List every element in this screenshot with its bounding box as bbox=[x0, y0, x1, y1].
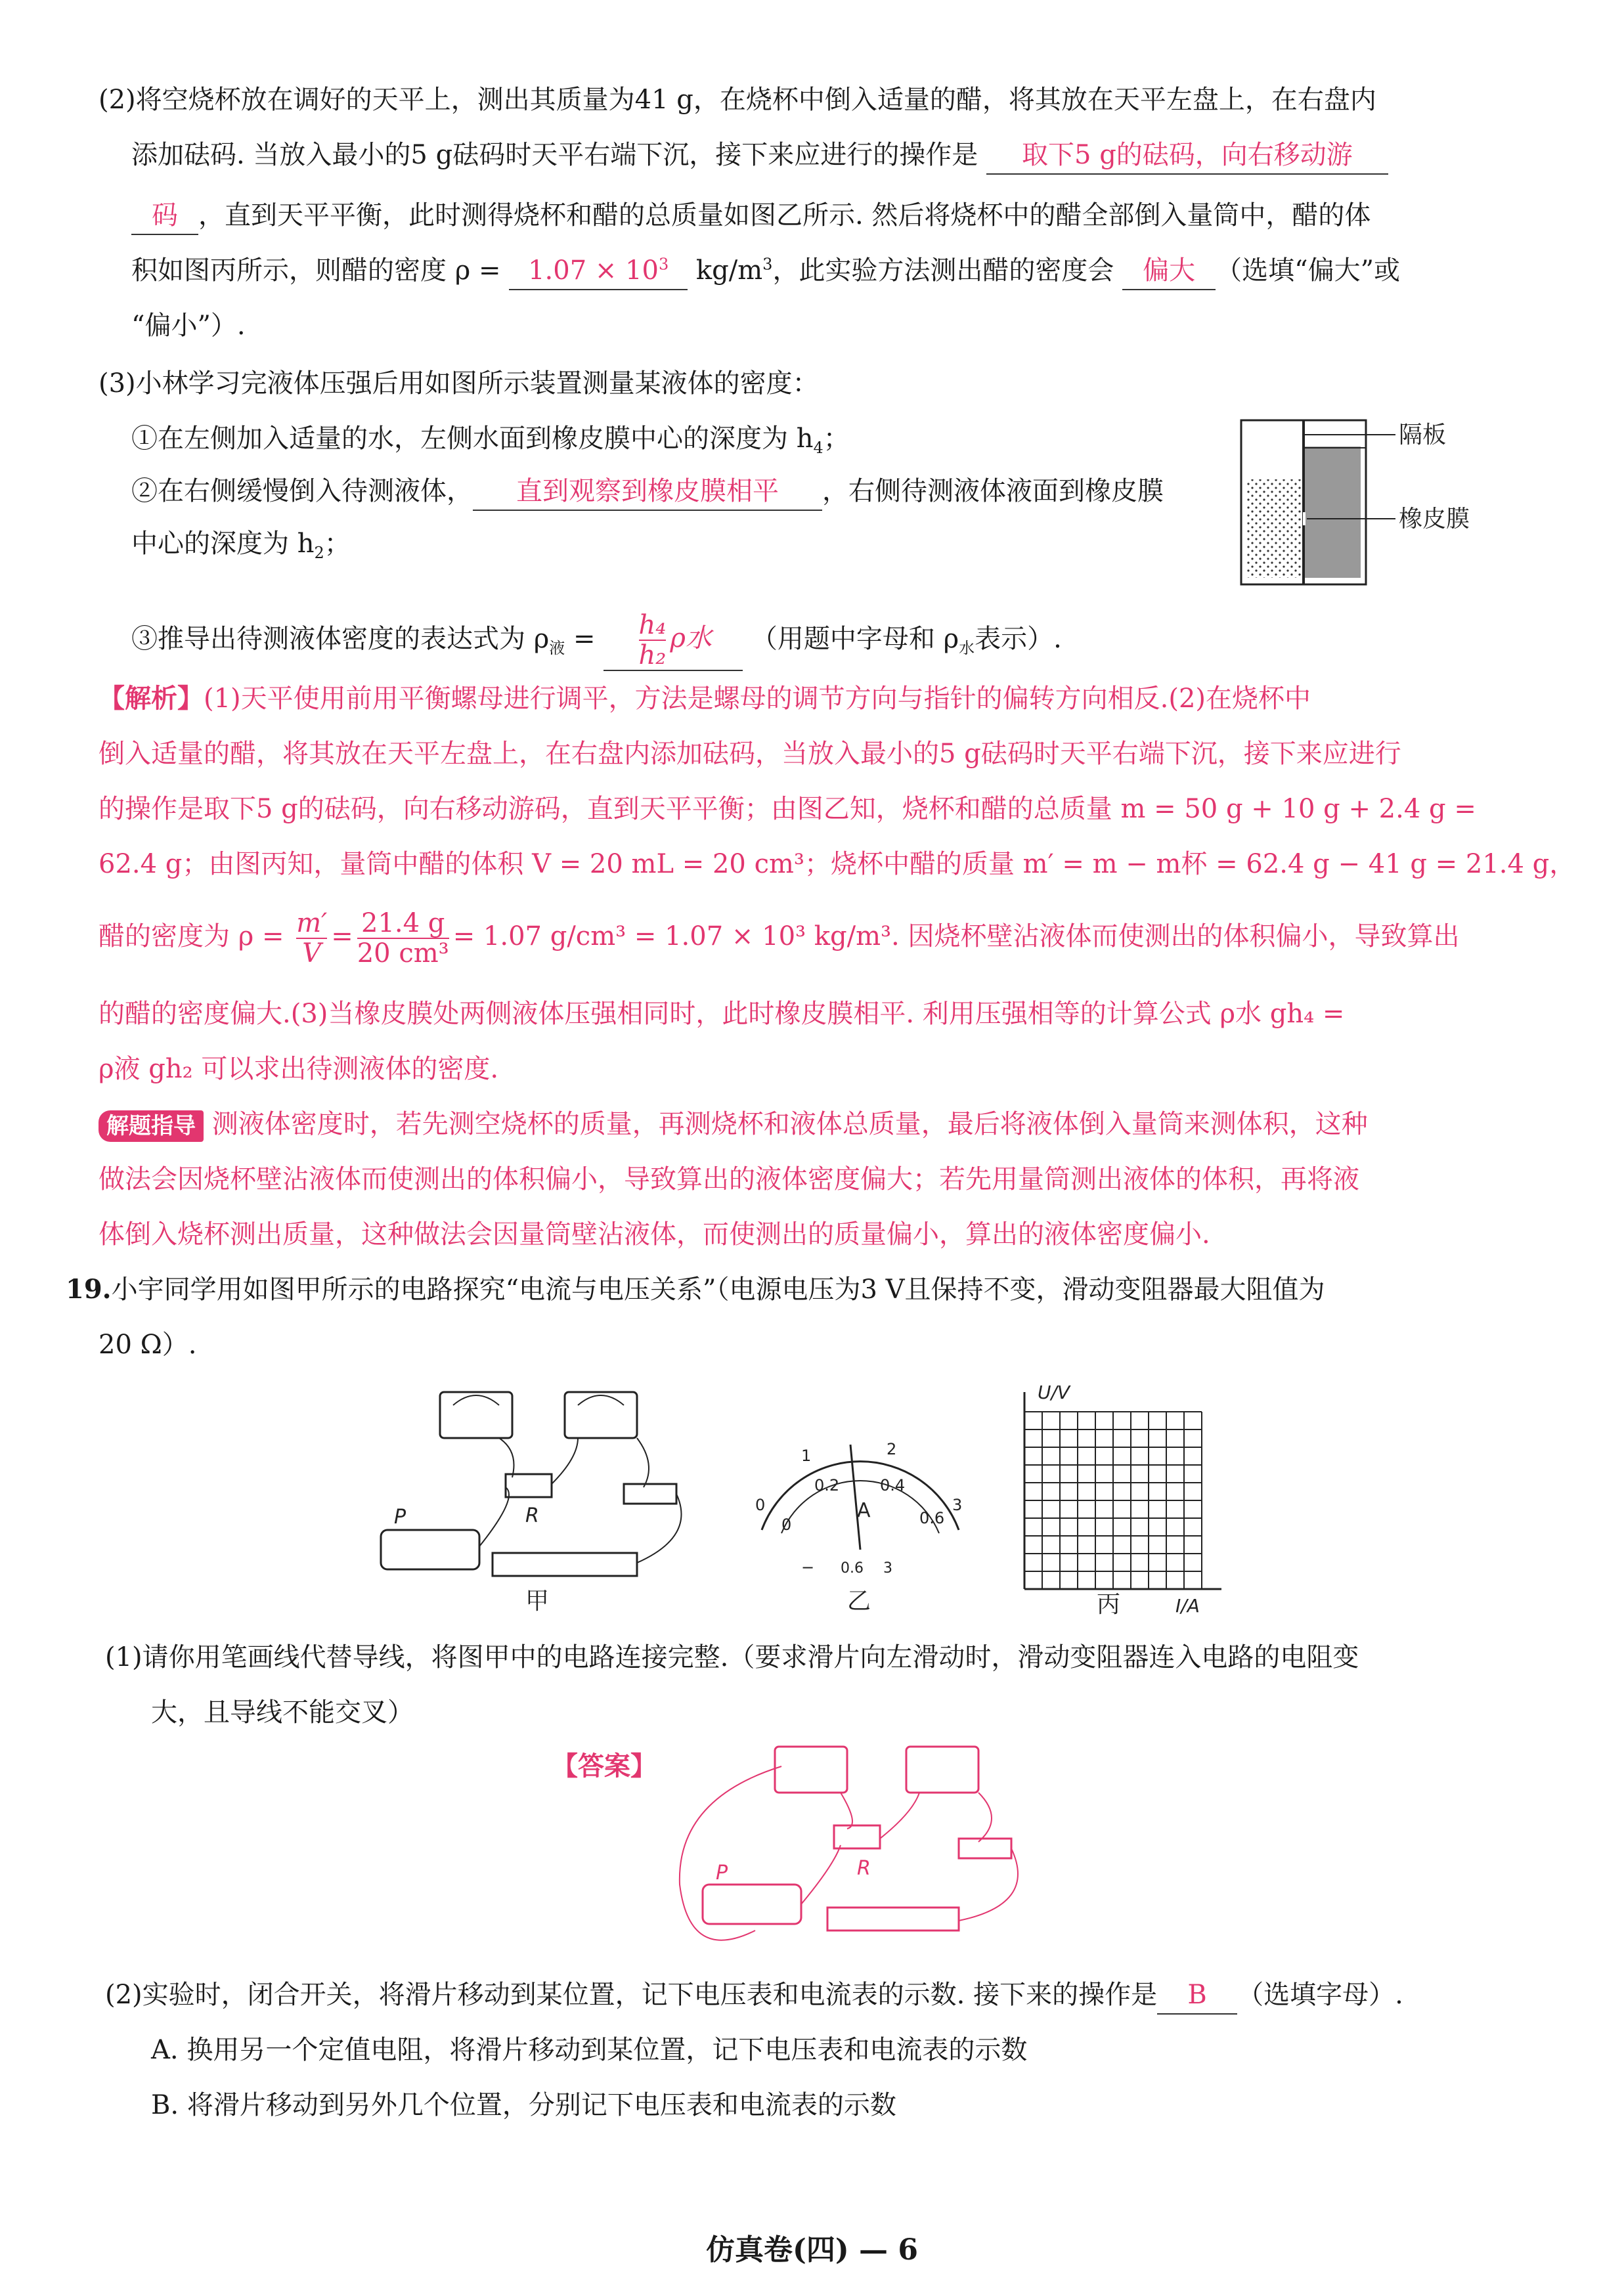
q3-step1-sub: 4 bbox=[813, 439, 823, 457]
fraction-num: h₄ bbox=[638, 610, 667, 640]
graph-figure-bing bbox=[1005, 1379, 1235, 1615]
ammeter-body bbox=[565, 1392, 637, 1438]
tick-3: 3 bbox=[952, 1496, 963, 1514]
q2-line4-mid: ，此实验方法测出醋的密度会 bbox=[772, 255, 1114, 286]
analysis-line6: 的醋的密度偏大.(3)当橡皮膜处两侧液体压强相同时，此时橡皮膜相平. 利用压强相等的计算公式 ρ水 gh₄ = bbox=[99, 999, 1345, 1029]
q3-step3-text: ③推导出待测液体密度的表达式为 ρ bbox=[131, 624, 550, 654]
graph-y-label: U/V bbox=[1038, 1382, 1070, 1403]
switch bbox=[624, 1484, 676, 1504]
q19-part2-end: （选填字母）. bbox=[1237, 1980, 1403, 2010]
answer-blank-4: 直到观察到橡皮膜相平 bbox=[473, 473, 822, 511]
q19-part2 bbox=[105, 1976, 1403, 2015]
q2-line2-text: 添加砝码. 当放入最小的5 g砝码时天平右端下沉，接下来应进行的操作是 bbox=[131, 140, 978, 170]
q3-step2-end: ，右侧待测液体液面到橡皮膜 bbox=[822, 476, 1164, 506]
label-partition: 隔板 bbox=[1399, 422, 1447, 448]
caption-jia: 甲 bbox=[525, 1588, 550, 1615]
answer-blank-3: 偏大 bbox=[1122, 252, 1216, 290]
q2-line2 bbox=[131, 137, 1388, 175]
guide-line1-text: 测液体密度时，若先测空烧杯的质量，再测烧杯和液体总质量，最后将液体倒入量筒来测体积，这种 bbox=[211, 1109, 1368, 1139]
answer-blank-1a: 取下5 g的砝码，向右移动游 bbox=[986, 137, 1388, 175]
water-left bbox=[1246, 479, 1303, 578]
label-R: R bbox=[525, 1504, 539, 1527]
guide-tag: 解题指导 bbox=[99, 1110, 204, 1142]
container-diagram bbox=[1235, 407, 1510, 598]
answer-density-exp: 3 bbox=[659, 255, 669, 274]
answer-tag: 【答案】 bbox=[552, 1751, 657, 1781]
tick-1: 1 bbox=[801, 1447, 812, 1465]
q19-part2-text: (2)实验时，闭合开关，将滑片移动到某位置，记下电压表和电流表的示数. 接下来的操作是 bbox=[105, 1980, 1158, 2010]
answer-blank-1b: 码 bbox=[131, 197, 198, 235]
guide-line2: 做法会因烧杯壁沾液体而使测出的体积偏小，导致算出的液体密度偏大；若先用量筒测出液体的体积，再将液 bbox=[99, 1164, 1359, 1194]
circuit-figure-jia bbox=[368, 1379, 709, 1615]
answer-blank-6: B bbox=[1157, 1976, 1237, 2015]
meter-unit-label: A bbox=[857, 1499, 871, 1522]
ammeter-pointer bbox=[850, 1445, 860, 1550]
analysis-eq: = bbox=[331, 921, 353, 951]
analysis-frac1 bbox=[296, 909, 327, 968]
terminal-minus: − bbox=[801, 1558, 815, 1577]
caption-yi: 乙 bbox=[847, 1588, 871, 1615]
unit-exp: 3 bbox=[762, 255, 773, 274]
answer-label-R: R bbox=[857, 1857, 871, 1880]
q2-line3 bbox=[131, 197, 1371, 235]
q3-step2c-end: ； bbox=[324, 529, 351, 559]
battery bbox=[493, 1553, 637, 1576]
q3-step3-end: 表示）. bbox=[975, 624, 1062, 654]
liquid-right bbox=[1304, 447, 1361, 578]
q3-step2c-sub: 2 bbox=[314, 544, 324, 562]
analysis-line1 bbox=[99, 680, 1311, 717]
fraction-den: h₂ bbox=[638, 640, 667, 670]
analysis-line2: 倒入适量的醋，将其放在天平左盘上，在右盘内添加砝码，当放入最小的5 g砝码时天平右端下沉，接下来应进行 bbox=[99, 739, 1401, 769]
tick-0.4: 0.4 bbox=[880, 1476, 906, 1495]
q3-step3 bbox=[131, 611, 1062, 671]
terminal-0.6: 0.6 bbox=[841, 1560, 864, 1577]
q3-step3-tail-sub: 水 bbox=[959, 639, 975, 657]
q3-line1: (3)小林学习完液体压强后用如图所示装置测量某液体的密度： bbox=[99, 368, 819, 399]
q3-step2-text: ②在右侧缓慢倒入待测液体， bbox=[131, 476, 473, 506]
answer-label-P: P bbox=[716, 1862, 728, 1885]
option-b: B. 将滑片移动到另外几个位置，分别记下电压表和电流表的示数 bbox=[151, 2090, 896, 2120]
label-membrane: 橡皮膜 bbox=[1399, 506, 1470, 533]
tick-0-top: 0 bbox=[755, 1496, 766, 1514]
q3-step2-cont bbox=[131, 525, 351, 562]
q2-line4 bbox=[131, 252, 1400, 290]
rheostat bbox=[381, 1530, 479, 1569]
q19-line2: 20 Ω）. bbox=[99, 1330, 197, 1360]
q19-line1-text: 小宇同学用如图甲所示的电路探究“电流与电压关系”（电源电压为3 V且保持不变，滑动变阻器最大阻值为 bbox=[111, 1275, 1325, 1305]
q3-step1-text: ①在左侧加入适量的水，左侧水面到橡皮膜中心的深度为 h bbox=[131, 424, 814, 454]
ammeter-figure-yi bbox=[735, 1418, 985, 1615]
answer-blank-5 bbox=[604, 611, 743, 671]
q19-line1 bbox=[66, 1271, 1325, 1308]
terminal-3: 3 bbox=[883, 1560, 892, 1577]
guide-line3: 体倒入烧杯测出质量，这种做法会因量筒壁沾液体，而使测出的质量偏小，算出的液体密度偏小. bbox=[99, 1219, 1210, 1250]
analysis-line3: 的操作是取下5 g的砝码，向右移动游码，直到天平平衡；由图乙知，烧杯和醋的总质量 m = 50 g + 10 g + 2.4 g = bbox=[99, 794, 1476, 824]
q3-step1-end: ； bbox=[823, 424, 850, 454]
frac2-num: 21.4 g bbox=[357, 909, 449, 939]
answer-blank-2 bbox=[509, 252, 688, 290]
q2-line4-end: （选填“偏大”或 bbox=[1216, 255, 1401, 286]
q3-step1 bbox=[131, 420, 850, 457]
q19-part1-line1: (1)请你用笔画线代替导线，将图甲中的电路连接完整.（要求滑片向左滑动时，滑动变阻器连入电路的电阻变 bbox=[105, 1642, 1359, 1672]
q3-step3-tail: （用题中字母和 ρ bbox=[751, 624, 959, 654]
analysis-line5-text: = 1.07 g/cm³ = 1.07 × 10³ kg/m³. 因烧杯壁沾液体而使测出的体积偏小，导致算出 bbox=[452, 921, 1460, 951]
analysis-line7: ρ液 gh₂ 可以求出待测液体的密度. bbox=[99, 1054, 499, 1084]
analysis-line1-text: (1)天平使用前用平衡螺母进行调平，方法是螺母的调节方向与指针的偏转方向相反.(2)在烧杯中 bbox=[204, 684, 1311, 714]
analysis-frac2 bbox=[357, 909, 449, 968]
q19-part1-line2: 大，且导线不能交叉） bbox=[151, 1697, 414, 1728]
label-P: P bbox=[394, 1506, 406, 1529]
q3-step2c-text: 中心的深度为 h bbox=[131, 529, 315, 559]
graph-grid bbox=[1024, 1412, 1202, 1589]
resistor-R bbox=[506, 1474, 552, 1497]
tick-2: 2 bbox=[887, 1440, 897, 1458]
q3-step2 bbox=[131, 473, 1164, 511]
answer-fraction bbox=[639, 611, 667, 670]
guide-line1 bbox=[99, 1106, 1368, 1143]
fraction-rho: ρ水 bbox=[670, 623, 712, 653]
frac2-den: 20 cm³ bbox=[357, 938, 449, 969]
caption-bing: 丙 bbox=[1097, 1591, 1121, 1615]
analysis-line5 bbox=[99, 909, 1459, 968]
q2-line5: “偏小”）. bbox=[131, 311, 246, 341]
option-a: A. 换用另一个定值电阻，将滑片移动到某位置，记下电压表和电流表的示数 bbox=[151, 2035, 1028, 2065]
q19-number: 19. bbox=[66, 1274, 112, 1305]
graph-x-label: I/A bbox=[1175, 1595, 1200, 1615]
frac1-den: V bbox=[302, 938, 322, 969]
analysis-tag: 【解析】 bbox=[99, 683, 204, 714]
analysis-line4: 62.4 g；由图丙知，量筒中醋的体积 V = 20 mL = 20 cm³；烧杯中醋的质量 m′ = m − m杯 = 62.4 g − 41 g = 21.4 g， bbox=[99, 849, 1576, 879]
voltmeter-body bbox=[440, 1392, 512, 1438]
q2-line4-text: 积如图丙所示，则醋的密度 ρ = bbox=[131, 255, 501, 286]
tick-0-bottom: 0 bbox=[781, 1516, 792, 1534]
page-footer: 仿真卷(四) — 6 bbox=[706, 2233, 918, 2267]
q2-line3-text: ，直到天平平衡，此时测得烧杯和醋的总质量如图乙所示. 然后将烧杯中的醋全部倒入量筒中，醋的体 bbox=[198, 200, 1371, 230]
tick-0.2: 0.2 bbox=[814, 1476, 840, 1495]
q3-step3-sub: 液 bbox=[549, 639, 565, 657]
answer-circuit bbox=[663, 1734, 1070, 1963]
unit-kgm: kg/m bbox=[695, 255, 763, 286]
q2-line1: (2)将空烧杯放在调好的天平上，测出其质量为41 g，在烧杯中倒入适量的醋，将其放在天平左盘上，在右盘内 bbox=[99, 85, 1376, 115]
tick-0.6: 0.6 bbox=[919, 1509, 945, 1527]
frac1-num: m′ bbox=[296, 908, 328, 938]
q3-step3-eq: = bbox=[565, 624, 596, 654]
answer-density: 1.07 × 10 bbox=[528, 255, 659, 286]
analysis-density-label: 醋的密度为 ρ = bbox=[99, 921, 284, 951]
